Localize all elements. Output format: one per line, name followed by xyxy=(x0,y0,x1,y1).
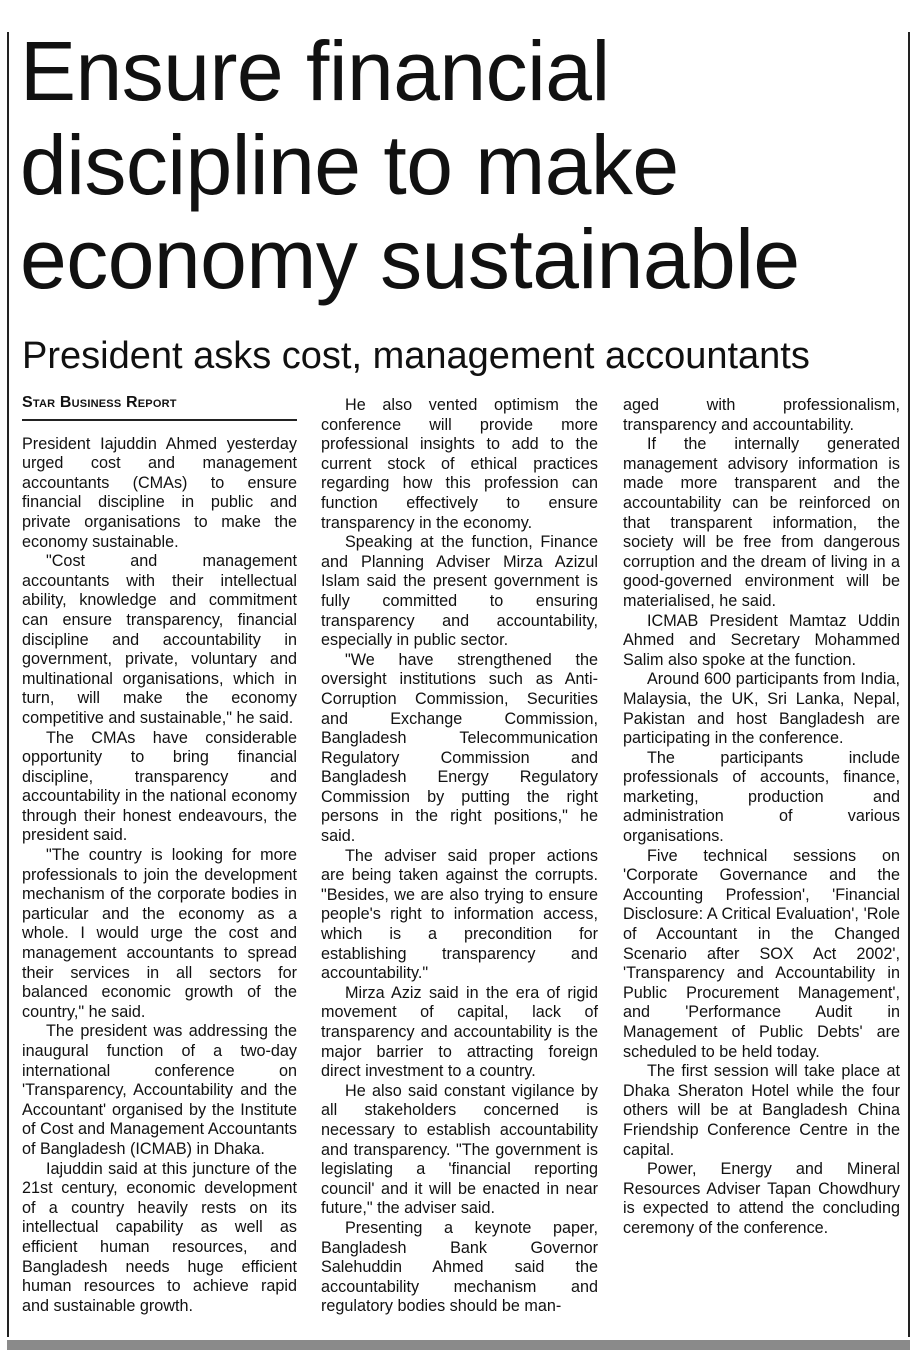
article-column-3 xyxy=(623,396,900,1239)
paragraph: Presenting a keynote paper, Bangladesh Bank Governor Salehuddin Ahmed said the accountability mechanism and regulatory bodies should be man- xyxy=(321,1218,598,1316)
paragraph: "Cost and management accountants with their intellectual ability, knowledge and commitment can ensure transparency, financial discipline and accountability in government, private, voluntary and multinational organisations, which in turn, will make the economy competitive and sustainable," he said. xyxy=(22,552,297,727)
paragraph: Speaking at the function, Finance and Planning Adviser Mirza Azizul Islam said the present government is fully committed to ensuring transparency and accountability, especially in public sector. xyxy=(321,533,598,650)
paragraph: The first session will take place at Dhaka Sheraton Hotel while the four others will be at Bangladesh China Friendship Conference Centre in the capital. xyxy=(623,1062,900,1159)
paragraph: The adviser said proper actions are being taken against the corrupts. "Besides, we are also trying to ensure people's right to information access, which is a precondition for establishing transparency and accountability." xyxy=(321,846,598,983)
paragraph: The president was addressing the inaugural function of a two-day international conference on 'Transparency, Accountability and the Accountant' organised by the Institute of Cost and Management Accountants of Bangladesh (ICMAB) in Dhaka. xyxy=(22,1022,297,1158)
paragraph-continued: aged with professionalism, transparency and accountability. xyxy=(623,396,900,434)
paragraph: The CMAs have considerable opportunity to bring financial discipline, transparency and accountability in the national economy through their honest endeavours, the president said. xyxy=(22,728,297,845)
paragraph: The participants include professionals of accounts, finance, marketing, production and administration of various organisations. xyxy=(623,748,900,846)
paragraph: "The country is looking for more professionals to join the development mechanism of the corporate bodies in particular and the economy as a whole. I would urge the cost and management accountants to spread their services in all sectors for balanced economic growth of the country," he said. xyxy=(22,846,297,1021)
paragraph: Five technical sessions on 'Corporate Governance and the Accounting Profession', 'Financial Disclosure: A Critical Evaluation', 'Role of Accountant in the Changed Scenario after SOX Act 2002', 'Transparency and Accountability in Public Procurement Management', and 'Performance Audit in Management of Public Debts' are scheduled to be held today. xyxy=(623,846,900,1061)
article-headline: Ensure financial discipline to make economy sustainable xyxy=(20,24,800,306)
paragraph: Mirza Aziz said in the era of rigid movement of capital, lack of transparency and accountability is the major barrier to attracting foreign direct investment to a country. xyxy=(321,983,598,1081)
paragraph: He also said constant vigilance by all stakeholders concerned is necessary to establish accountability and transparency. "The government is legislating a 'financial reporting council' and it will be enacted in near future," the adviser said. xyxy=(321,1081,598,1218)
paragraph: Around 600 participants from India, Malaysia, the UK, Sri Lanka, Nepal, Pakistan and host Bangladesh are participating in the conference. xyxy=(623,670,900,748)
paragraph: If the internally generated management advisory information is made more transparent and the accountability can be reinforced on that transparent information, the society will be free from dangerous corruption and the dream of living in a good-governed environment will be materialised, he said. xyxy=(623,435,900,610)
article-column-2 xyxy=(321,396,598,1317)
left-border-rule xyxy=(7,32,9,1337)
paragraph: Power, Energy and Mineral Resources Adviser Tapan Chowdhury is expected to attend the concluding ceremony of the conference. xyxy=(623,1160,900,1237)
paragraph: Iajuddin said at this juncture of the 21st century, economic development of a country heavily rests on its intellectual capability as well as efficient human resources, and Bangladesh needs huge efficient human resources to achieve rapid and sustainable growth. xyxy=(22,1159,297,1315)
paragraph: ICMAB President Mamtaz Uddin Ahmed and Secretary Mohammed Salim also spoke at the function. xyxy=(623,611,900,669)
article-column-1 xyxy=(22,393,297,1316)
paragraph: He also vented optimism the conference will provide more professional insights to add to the current stock of ethical practices regarding how this profession can function effectively to ensure transparency in the economy. xyxy=(321,396,598,532)
byline: Star Business Report xyxy=(22,393,297,421)
right-border-rule xyxy=(908,32,910,1337)
paragraph: President Iajuddin Ahmed yesterday urged cost and management accountants (CMAs) to ensure financial discipline in public and private organisations to make the economy sustainable. xyxy=(22,434,297,551)
article-subheadline: President asks cost, management accountants xyxy=(22,335,810,377)
bottom-border-rule xyxy=(7,1340,910,1350)
paragraph: "We have strengthened the oversight institutions such as Anti-Corruption Commission, Securities and Exchange Commission, Bangladesh Telecommunication Regulatory Commission and Bangladesh Energy Regulatory Commission by putting the right persons in the right positions," he said. xyxy=(321,650,598,846)
